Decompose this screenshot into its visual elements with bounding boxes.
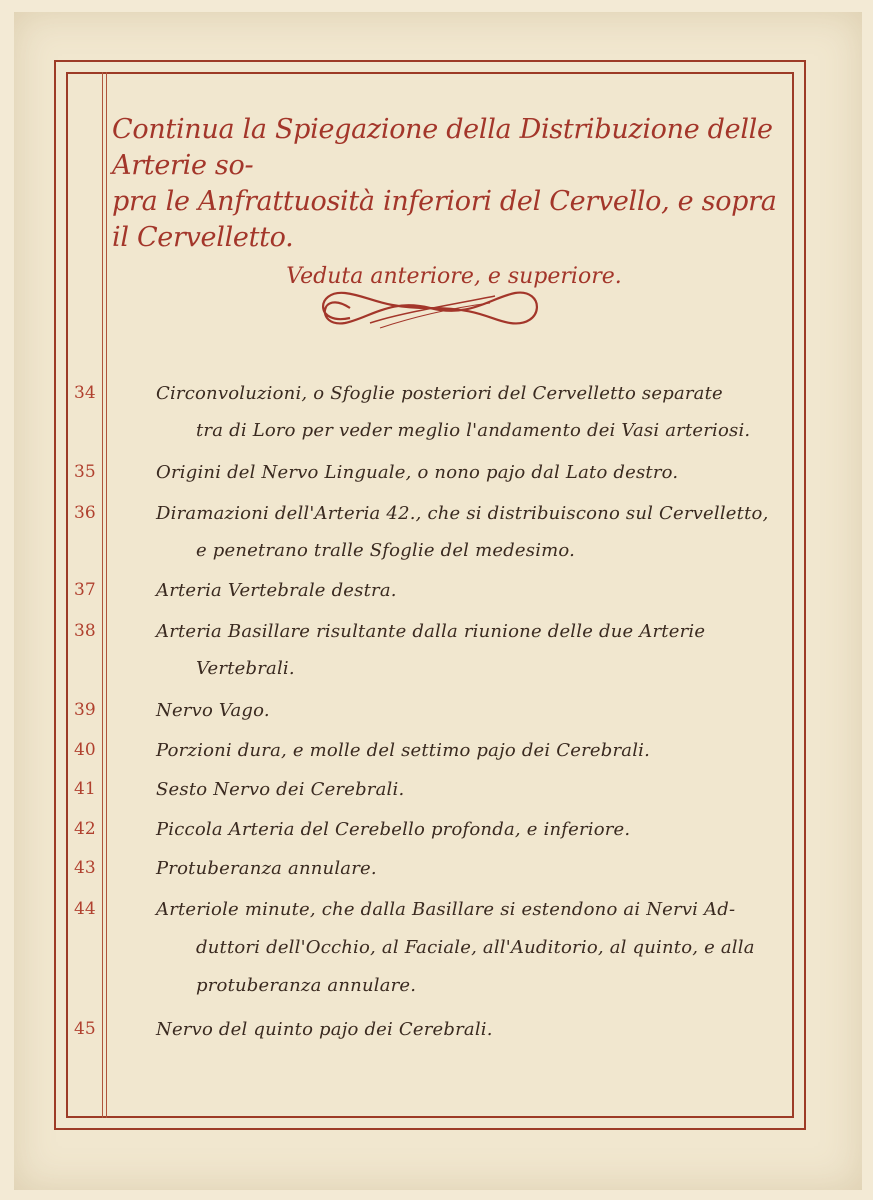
entry-number: 42 xyxy=(74,819,96,839)
entry-number: 40 xyxy=(74,740,96,760)
entry-number: 44 xyxy=(74,899,96,919)
entry-number: 37 xyxy=(74,580,96,600)
calligraphic-flourish-ornament xyxy=(310,278,550,338)
entry-text: Arteria Vertebrale destra. xyxy=(156,580,397,601)
entry-text: Nervo Vago. xyxy=(156,700,270,721)
entry-text: Protuberanza annulare. xyxy=(156,858,377,879)
entry-text: e penetrano tralle Sfoglie del medesimo. xyxy=(196,540,576,561)
entry-text: tra di Loro per veder meglio l'andamento dei Vasi arteriosi. xyxy=(196,420,751,441)
entry-text: duttori dell'Occhio, al Faciale, all'Auditorio, al quinto, e alla xyxy=(196,937,755,958)
title-line-2: pra le Anfrattuosità inferiori del Cervello, e sopra il Cervelletto. xyxy=(112,186,777,253)
title-line-1: Continua la Spiegazione della Distribuzione delle Arterie so- xyxy=(112,114,773,181)
entry-number: 34 xyxy=(74,383,96,403)
entry-text: Circonvoluzioni, o Sfoglie posteriori del Cervelletto separate xyxy=(156,383,723,404)
entry-number: 43 xyxy=(74,858,96,878)
entry-number: 38 xyxy=(74,621,96,641)
entry-number: 36 xyxy=(74,503,96,523)
entry-number: 41 xyxy=(74,779,96,799)
entry-number: 39 xyxy=(74,700,96,720)
entry-text: Origini del Nervo Linguale, o nono pajo dal Lato destro. xyxy=(156,462,679,483)
entry-text: Arteria Basillare risultante dalla riunione delle due Arterie xyxy=(156,621,706,642)
entry-number: 45 xyxy=(74,1019,96,1039)
entry-text: Piccola Arteria del Cerebello profonda, e inferiore. xyxy=(156,819,631,840)
page-title xyxy=(112,112,796,294)
entry-text: protuberanza annulare. xyxy=(196,975,417,996)
entry-text: Nervo del quinto pajo dei Cerebrali. xyxy=(156,1019,493,1040)
entry-text: Arteriole minute, che dalla Basillare si estendono ai Nervi Ad- xyxy=(156,899,736,920)
title-subheading: Veduta anteriore, e superiore. xyxy=(286,264,622,289)
entry-number: 35 xyxy=(74,462,96,482)
entry-text: Porzioni dura, e molle del settimo pajo dei Cerebrali. xyxy=(156,740,651,761)
entry-text: Sesto Nervo dei Cerebrali. xyxy=(156,779,405,800)
entry-text: Diramazioni dell'Arteria 42., che si distribuiscono sul Cervelletto, xyxy=(156,503,769,524)
entry-text: Vertebrali. xyxy=(196,658,295,679)
